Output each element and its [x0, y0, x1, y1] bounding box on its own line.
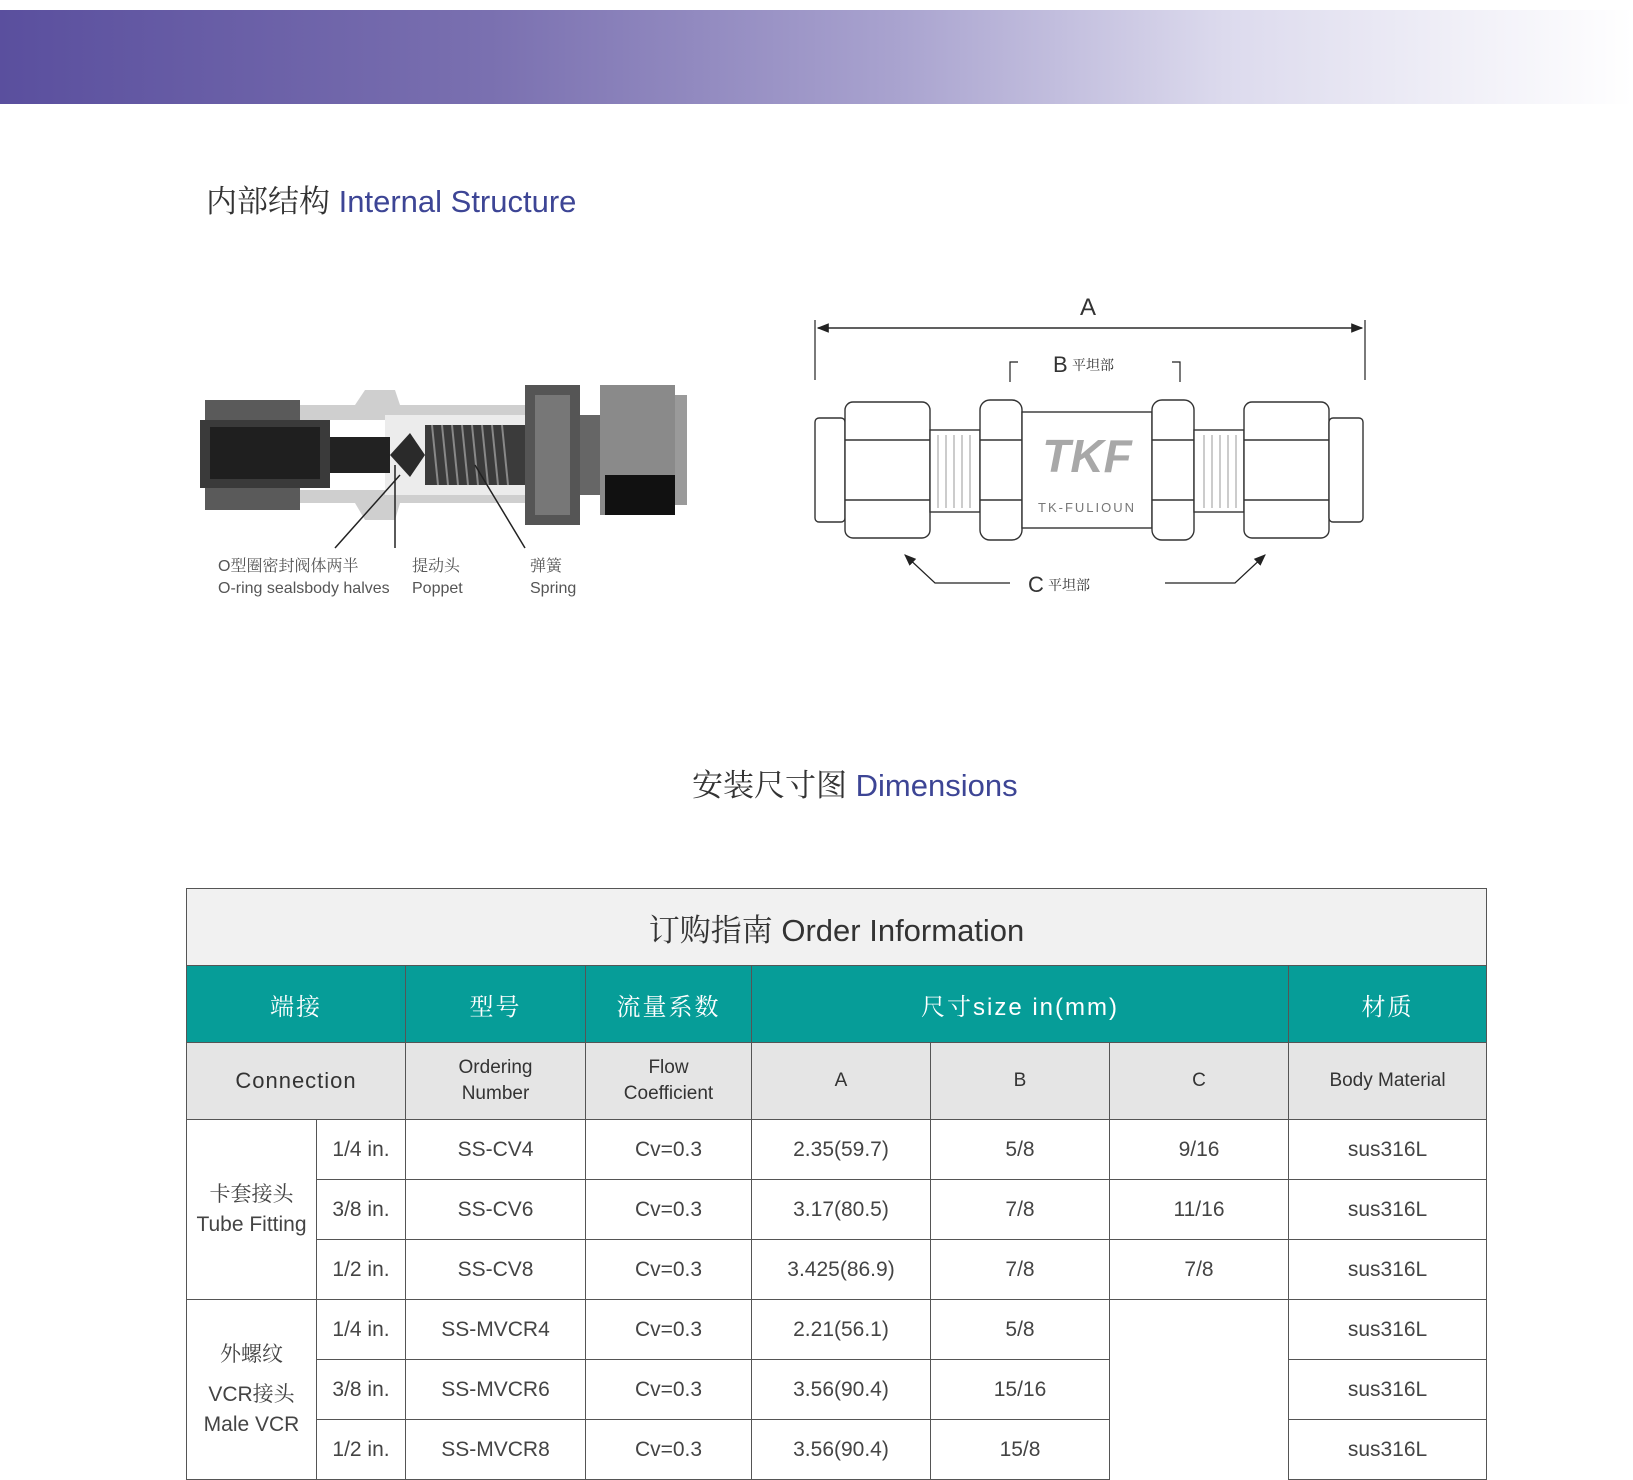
- cell-b: 15/8: [931, 1420, 1110, 1480]
- cell-ordering: SS-CV8: [406, 1240, 586, 1300]
- cell-a: 2.21(56.1): [752, 1300, 931, 1360]
- group-name-cn: 卡套接头: [209, 1182, 294, 1206]
- dim-c-note: 平坦部: [1048, 578, 1090, 594]
- cell-flow: Cv=0.3: [586, 1300, 752, 1360]
- header-size-cn: 尺寸size in(mm): [752, 966, 1289, 1043]
- cell-a: 3.56(90.4): [752, 1420, 931, 1480]
- cell-ordering: SS-CV4: [406, 1120, 586, 1180]
- title-en: Dimensions: [855, 768, 1018, 803]
- header-material-cn: 材质: [1289, 966, 1487, 1043]
- table-row: [187, 1420, 1487, 1480]
- cell-c: 9/16: [1110, 1120, 1289, 1180]
- header-flow-cn: 流量系数: [586, 966, 752, 1043]
- cell-b: 7/8: [931, 1240, 1110, 1300]
- label-oring-en: O-ring sealsbody halves: [218, 580, 390, 597]
- dim-a-label: A: [1079, 294, 1097, 321]
- table-row: [187, 1180, 1487, 1240]
- cell-a: 3.425(86.9): [752, 1240, 931, 1300]
- cell-ordering: SS-MVCR6: [406, 1360, 586, 1420]
- internal-structure-title: [206, 176, 576, 221]
- dim-b-note: 平坦部: [1072, 358, 1114, 374]
- cell-size: 3/8 in.: [317, 1360, 406, 1420]
- cell-a: 2.35(59.7): [752, 1120, 931, 1180]
- header-a: A: [752, 1043, 931, 1120]
- cell-material: sus316L: [1289, 1180, 1487, 1240]
- cell-flow: Cv=0.3: [586, 1240, 752, 1300]
- dim-b-label: B: [1053, 352, 1068, 377]
- cell-material: sus316L: [1289, 1360, 1487, 1420]
- group-name-cn: 外螺纹: [220, 1342, 283, 1366]
- logo-mark: TKF: [1042, 430, 1132, 482]
- cell-a: 3.56(90.4): [752, 1360, 931, 1420]
- header-connection-en: Connection: [187, 1043, 406, 1120]
- header-row-en: [187, 1043, 1487, 1120]
- cell-c-empty: [1110, 1300, 1289, 1480]
- cell-c: 7/8: [1110, 1240, 1289, 1300]
- table-title-row: [187, 889, 1487, 966]
- cell-b: 7/8: [931, 1180, 1110, 1240]
- header-connection-cn: 端接: [187, 966, 406, 1043]
- cell-flow: Cv=0.3: [586, 1360, 752, 1420]
- title-cn: 内部结构: [206, 184, 330, 219]
- cell-material: sus316L: [1289, 1120, 1487, 1180]
- header-c: C: [1110, 1043, 1289, 1120]
- cell-c: 11/16: [1110, 1180, 1289, 1240]
- cell-ordering: SS-CV6: [406, 1180, 586, 1240]
- cell-ordering: SS-MVCR8: [406, 1420, 586, 1480]
- cutaway-illustration: [200, 385, 720, 555]
- cell-b: 5/8: [931, 1120, 1110, 1180]
- group-name-cn-2: VCR接头: [208, 1382, 295, 1406]
- header-ordering-line1: Ordering: [458, 1057, 533, 1078]
- header-material-en: Body Material: [1289, 1043, 1487, 1120]
- order-information-table: [186, 888, 1487, 1480]
- header-flow-en: [586, 1043, 752, 1120]
- title-en: Internal Structure: [338, 184, 577, 219]
- header-flow-line2: Coefficient: [623, 1083, 714, 1104]
- table-row: [187, 1300, 1487, 1360]
- table-row: [187, 1360, 1487, 1420]
- cell-b: 5/8: [931, 1300, 1110, 1360]
- cell-b: 15/16: [931, 1360, 1110, 1420]
- label-spring-en: Spring: [530, 580, 577, 597]
- cell-flow: Cv=0.3: [586, 1120, 752, 1180]
- label-oring-cn: O型圈密封阀体两半: [218, 558, 359, 575]
- cell-material: sus316L: [1289, 1420, 1487, 1480]
- group-name-en: Tube Fitting: [196, 1212, 307, 1236]
- table-row: [187, 1240, 1487, 1300]
- cell-size: 1/2 in.: [317, 1420, 406, 1480]
- group-male-vcr: [187, 1300, 317, 1480]
- cell-size: 1/4 in.: [317, 1300, 406, 1360]
- group-tube-fitting: [187, 1120, 317, 1300]
- cell-material: sus316L: [1289, 1240, 1487, 1300]
- title-cn: 安装尺寸图: [692, 768, 847, 803]
- header-ordering-cn: 型号: [406, 966, 586, 1043]
- label-oring: [218, 556, 390, 600]
- header-ordering-line2: Number: [461, 1083, 530, 1104]
- header-flow-line1: Flow: [648, 1057, 689, 1078]
- header-banner: [0, 10, 1633, 104]
- cell-size: 3/8 in.: [317, 1180, 406, 1240]
- cell-ordering: SS-MVCR4: [406, 1300, 586, 1360]
- header-row-cn: [187, 966, 1487, 1043]
- label-poppet-en: Poppet: [412, 580, 463, 597]
- label-poppet-cn: 提动头: [412, 558, 461, 575]
- dimension-drawing: [810, 290, 1370, 610]
- dim-c-label: C: [1028, 572, 1044, 597]
- label-poppet: [412, 556, 463, 600]
- logo-text: TK-FULIOUN: [1038, 500, 1136, 515]
- dimensions-title: [692, 760, 1018, 805]
- cell-a: 3.17(80.5): [752, 1180, 931, 1240]
- cell-flow: Cv=0.3: [586, 1420, 752, 1480]
- cell-size: 1/4 in.: [317, 1120, 406, 1180]
- group-name-en: Male VCR: [203, 1412, 300, 1436]
- header-b: B: [931, 1043, 1110, 1120]
- label-spring: [530, 556, 576, 600]
- label-spring-cn: 弹簧: [530, 558, 563, 575]
- header-ordering-en: [406, 1043, 586, 1120]
- table-row: [187, 1120, 1487, 1180]
- cell-flow: Cv=0.3: [586, 1180, 752, 1240]
- cell-material: sus316L: [1289, 1300, 1487, 1360]
- cell-size: 1/2 in.: [317, 1240, 406, 1300]
- table-title: 订购指南 Order Information: [187, 889, 1487, 966]
